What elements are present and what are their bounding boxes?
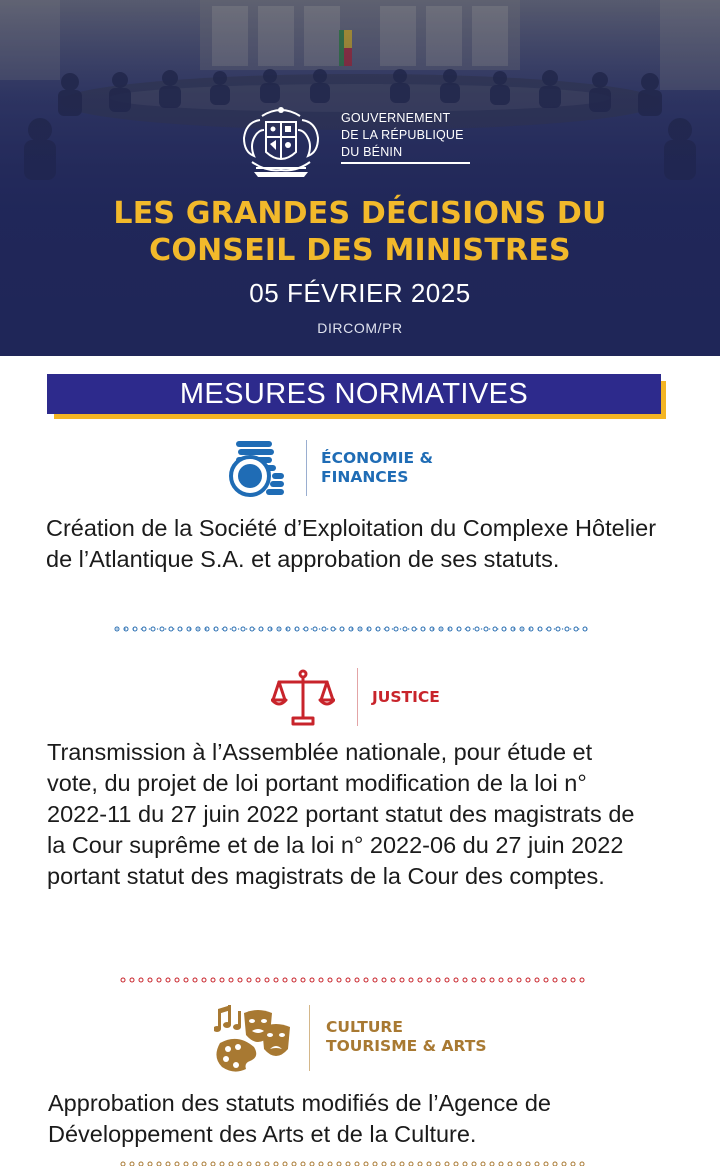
category-line: CULTURE <box>326 1018 403 1036</box>
category-line: TOURISME & ARTS <box>326 1037 487 1055</box>
meeting-date: 05 FÉVRIER 2025 <box>249 278 471 308</box>
category-culture-label <box>326 1018 487 1056</box>
coat-of-arms-icon <box>236 100 326 182</box>
gov-line: DE LA RÉPUBLIQUE <box>341 128 464 142</box>
divider <box>309 1005 310 1071</box>
dotted-divider <box>120 977 600 983</box>
government-label <box>341 110 464 161</box>
category-line: JUSTICE <box>372 688 440 706</box>
divider <box>357 668 358 726</box>
decision-text: Création de la Société d’Exploitation du Complexe Hôtelier de l’Atlantique S.A. et approbation de ses statuts. <box>46 515 657 572</box>
section-title: MESURES NORMATIVES <box>47 374 661 414</box>
coins-icon <box>226 437 288 499</box>
dotted-divider <box>114 626 594 632</box>
page-title <box>0 195 720 269</box>
decision-text: Approbation des statuts modifiés de l’Agence de Développement des Arts et de la Culture. <box>48 1090 551 1147</box>
category-line: FINANCES <box>321 468 409 486</box>
category-economy-label <box>321 449 433 487</box>
divider <box>306 440 307 496</box>
scales-icon <box>271 668 335 728</box>
divider <box>341 162 470 164</box>
title-line: LES GRANDES DÉCISIONS DU <box>113 196 607 231</box>
theatre-masks-icon <box>214 1005 292 1075</box>
header-banner <box>0 0 720 356</box>
title-line: CONSEIL DES MINISTRES <box>149 233 571 268</box>
category-line: ÉCONOMIE & <box>321 449 433 467</box>
dotted-divider <box>120 1161 600 1166</box>
credit-label: DIRCOM/PR <box>317 320 403 336</box>
gov-line: GOUVERNEMENT <box>341 111 451 125</box>
decision-text: Transmission à l’Assemblée nationale, pour étude et vote, du projet de loi portant modification de la loi n° 2022-11 du 27 juin 2022 portant statut des magistrats de la Cour suprême et de la loi n° 2022-06 du 27 juin 2022 portant statut des magistrats de la Cour des comptes. <box>47 739 635 889</box>
category-justice-label <box>372 688 440 707</box>
gov-line: DU BÉNIN <box>341 145 403 159</box>
